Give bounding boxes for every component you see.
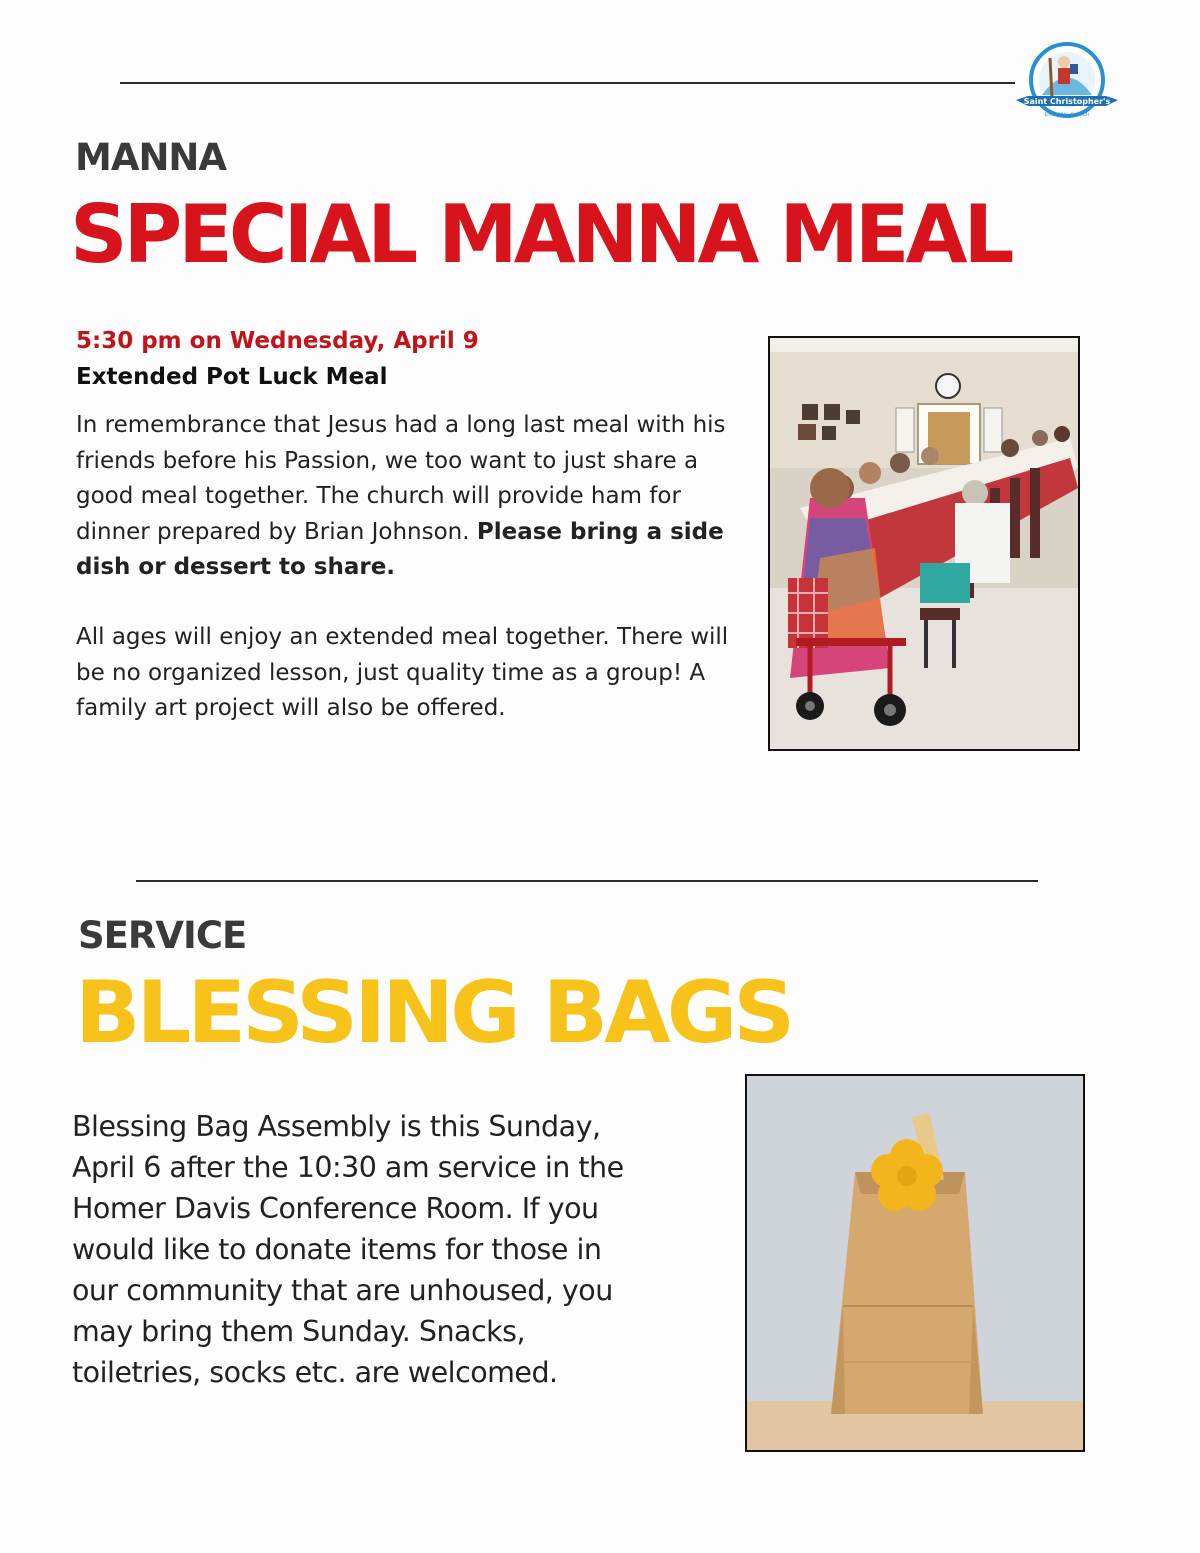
service-kicker: SERVICE [78, 914, 247, 957]
church-logo [1012, 40, 1122, 128]
manna-paragraph-1-regular: In remembrance that Jesus had a long last meal with his friends before his Passion, we too want to just share a good meal together. The church will provide ham for dinner prepared by Brian Johnson. [76, 412, 726, 545]
manna-paragraph-1 [76, 408, 752, 586]
manna-subhead: Extended Pot Luck Meal [76, 364, 388, 390]
manna-date-line: 5:30 pm on Wednesday, April 9 [76, 328, 479, 354]
manna-headline: SPECIAL MANNA MEAL [70, 188, 1011, 281]
top-divider [120, 82, 1015, 84]
potluck-photo [768, 336, 1080, 751]
service-headline: BLESSING BAGS [75, 963, 792, 1063]
logo-sub-text: EPISCOPAL CHURCH [1044, 113, 1090, 118]
manna-kicker: MANNA [75, 136, 227, 179]
middle-divider [136, 880, 1038, 882]
paper-bag-photo [745, 1074, 1085, 1452]
manna-paragraph-2: All ages will enjoy an extended meal together. There will be no organized lesson, just quality time as a group! A family art project will also be offered. [76, 624, 729, 721]
service-paragraph: Blessing Bag Assembly is this Sunday, April 6 after the 10:30 am service in the Homer Davis Conference Room. If you would like to donate items for those in our community that are unhoused, you may bring them Sunday. Snacks, toiletries, socks etc. are welcomed. [72, 1110, 624, 1389]
logo-ribbon-text: Saint Christopher's [1023, 97, 1111, 106]
manna-paragraph-1-bold: Please bring a side dish or dessert to share. [76, 518, 724, 580]
